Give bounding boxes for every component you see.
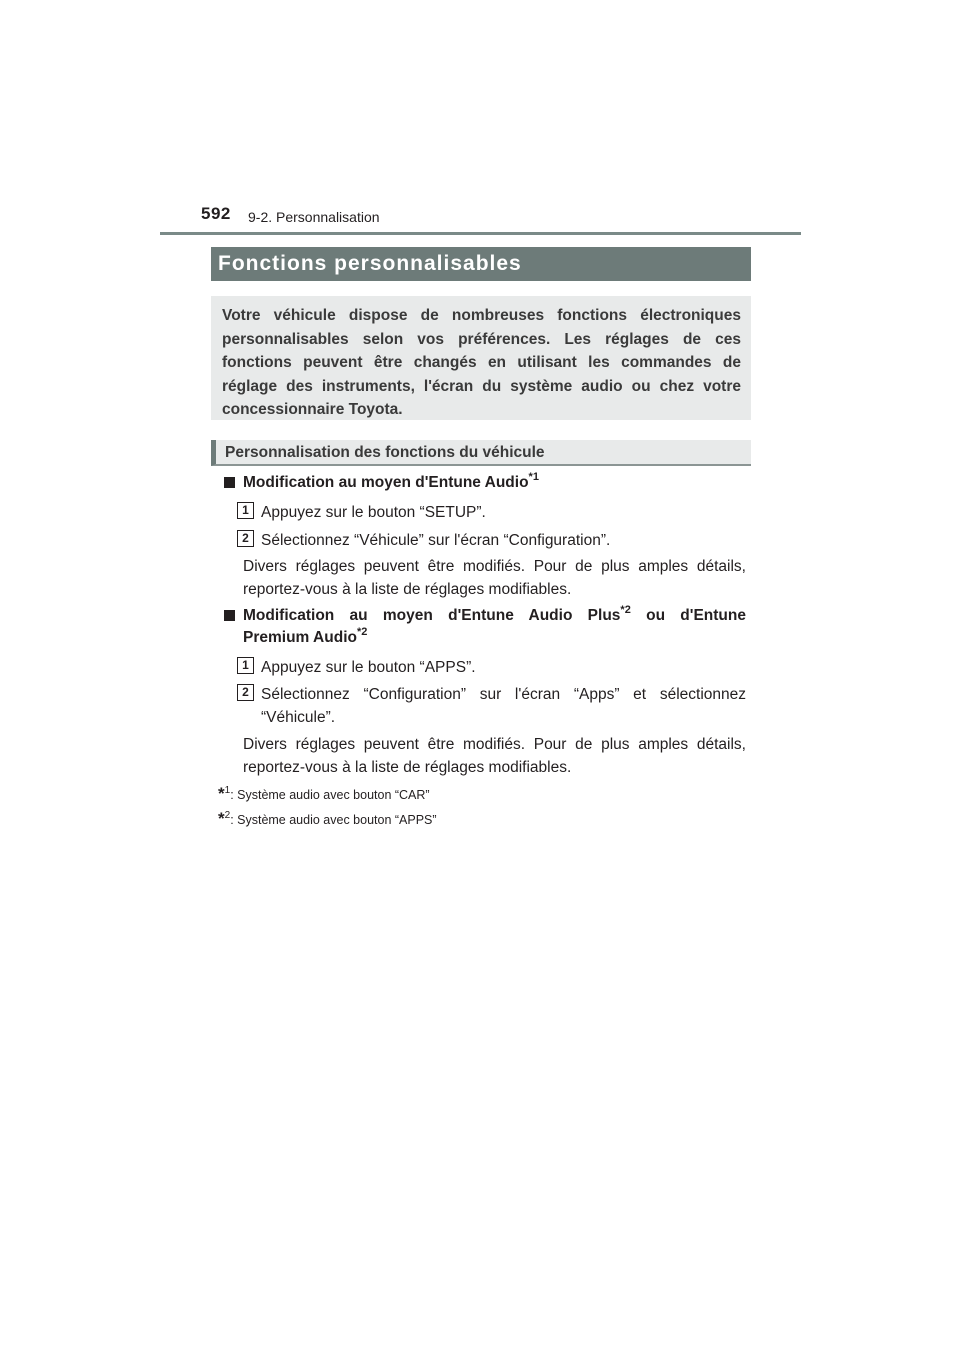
footnote-text: : Système audio avec bouton “APPS” [230, 813, 437, 827]
header-divider [160, 232, 801, 235]
section-title: 9-2. Personnalisation [248, 209, 380, 225]
page-title: Fonctions personnalisables [211, 247, 751, 281]
section-heading-2-cont [224, 627, 746, 649]
step-text: Appuyez sur le bouton “SETUP”. [261, 504, 486, 521]
step-number-badge: 2 [237, 530, 254, 547]
subheading: Personnalisation des fonctions du véhicule [211, 440, 751, 466]
section-heading-text: ou d'Entune [630, 607, 746, 624]
section-heading-text: Modification au moyen d'Entune Audio [243, 474, 529, 491]
footnote-star: * [218, 809, 225, 828]
section-heading-text: Modification au moyen d'Entune Audio Plus [243, 607, 621, 624]
step-number-badge: 2 [237, 684, 254, 701]
section-note-2: Divers réglages peuvent être modifiés. Pour de plus amples détails, reportez-vous à la liste de réglages modifiables. [243, 736, 746, 776]
footnote-number: 1 [224, 785, 231, 796]
footnote-star: * [218, 784, 225, 803]
step-number-badge: 1 [237, 502, 254, 519]
step-text: Sélectionnez “Configuration” sur l'écran “Apps” et sélectionnez “Véhicule”. [261, 686, 746, 726]
page-header [201, 204, 801, 234]
section-heading-1 [224, 472, 746, 494]
step-text: Sélectionnez “Véhicule” sur l'écran “Configuration”. [261, 532, 611, 549]
footnote-1 [218, 784, 430, 804]
page-number: 592 [201, 204, 231, 223]
footnote-mark: *2 [620, 604, 631, 616]
square-bullet-icon [224, 477, 235, 488]
section-heading-2 [224, 605, 746, 627]
intro-box: Votre véhicule dispose de nombreuses fonctions électroniques personnalisables selon vos préférences. Les réglages de ces fonctions peuvent être changés en utilisant les commandes de réglage des instruments, l'écran du système audio ou chez votre concessionnaire Toyota. [211, 296, 751, 420]
step-number-badge: 1 [237, 657, 254, 674]
footnote-mark: *2 [356, 626, 368, 638]
step-1 [237, 656, 746, 679]
section-heading-text: Premium Audio [243, 629, 357, 646]
footnote-number: 2 [224, 810, 231, 821]
step-text: Appuyez sur le bouton “APPS”. [261, 659, 476, 676]
footnote-mark: *1 [528, 471, 539, 483]
square-bullet-icon [224, 610, 235, 621]
section-note-1: Divers réglages peuvent être modifiés. Pour de plus amples détails, reportez-vous à la liste de réglages modifiables. [243, 558, 746, 598]
step-2 [237, 683, 746, 729]
step-1 [237, 501, 746, 524]
footnote-2 [218, 809, 437, 829]
step-2 [237, 529, 746, 552]
footnote-text: : Système audio avec bouton “CAR” [230, 788, 430, 802]
